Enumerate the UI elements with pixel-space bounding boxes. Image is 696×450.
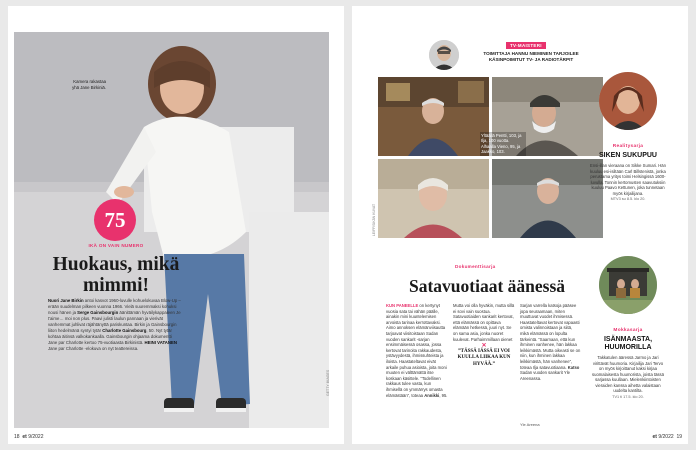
sikke-sumari-thumbnail [599, 72, 657, 130]
photo-jaakko-image [492, 159, 603, 238]
photo-jaakko [492, 159, 603, 238]
bench-thumbnail [599, 256, 657, 314]
photo-vieno-image [378, 159, 489, 238]
column-3-text: Sarjan varrella katsoja pääsee jopa seuraamaan, miten muuttuvat vuodet ihmisessä. Haastateltavat kertovat vapaasti omista valinnoistaan ja siitä, mikä elämässä on lopulta tärkeintä. ”Saarnaan, että kun ihminen vanhenee, hän lakkaa leikkimästä. Mutta oikeasti se on niin, kun ihminen lakkaa leikkimästä, hän vanhenee”, toteaa Ilja satavuotiaana. [520, 303, 581, 370]
sikke-portrait [599, 72, 657, 130]
grid-caption: Yltäällä Pentti, 103, ja Ilja, 100 vuotta. Alhaalla Vieno, 95, ja Jaakko, 103. [480, 132, 526, 156]
jane-birkin-photo [14, 32, 329, 428]
pull-quote-text: ”TÄSSÄ IÄSSÄ EI VOI KUULLA LIIKAA KUN HYVÄÄ.” [457, 349, 511, 367]
column-1-text: on kertynyt vuosia sata tai vähän päälle, ainakin mini kuuntelemisen arvoista tarinaa kerrottavaksi. Aimo annoksen elämänviisautta tarjoavat viisitoistaan Sadan vuoden sankarit -sarjan ensimmäisessä osassa, jossa kertovat tarinoita rakkaudesta, ystävyydestä, ihmissuhteista ja iloista. Haastateltavat eivät arkaile puhua asioista, joita moni muuten ei välttämättä itse koskaan käsittele. ”Todellinen rakkaus tulee vasta, kun ihmisellä on ymmärrys omasta elämästään”, toteaa [386, 303, 447, 398]
article-column-3 [520, 303, 582, 381]
right-page [352, 6, 688, 444]
column-1-bold: Annikki [424, 392, 440, 398]
sidebar-1-body: Ensi-illan vieraana on Sikke Sumari. Hän kuuluu esi-isiltään Carl Billstenistä, jonka perustama yritys toimi Helsingissä 1600-luvulla. Tonnin kertomusten saavutuksiin kuuluu Paavo Kettunen, joka tunnetaan myös kirjailijana. [590, 163, 666, 196]
article-kicker: IKÄ ON VAIN NUMERO [88, 243, 144, 248]
magazine-name: et [22, 434, 27, 440]
article-column-2 [453, 303, 515, 341]
sidebar-comedy [590, 328, 666, 399]
body-bold-2: Serge Gainsbourgin [77, 310, 119, 315]
page-number: 19 [676, 434, 682, 440]
avatar-icon [429, 40, 459, 70]
article-column-1 [386, 303, 448, 398]
bench-photo [599, 256, 657, 314]
body-text-1: antoi kasvot 1960-luvulle kohuelokuvaa Blow-Up – erään suudelman pilkeen vuonna 1966. Vielä suuremmaksi kohuksi nousi hänen ja [48, 298, 181, 315]
column-3-tail: Sadan vuoden sankarit Yle Areenassa. [520, 370, 570, 381]
page-number: 18 [14, 434, 20, 440]
tv-column-subtitle: TOIMITTAJA HANNU NIEMINEN TARJOILEE KÄSINPOIMITUT TV- JA RADIOTÄRPIT [483, 51, 579, 62]
column-2-text: Mutta voi olla hyväkin, mutta sillä ei sovi vain suostua. Satavuotiaiden sankarit kertovat, että elämässä on opittava elämään hetkessä, juuri nyt. Se on sama asia, jonka nuoret kuulevat. Parhaimmillaan pienet [453, 303, 515, 341]
quote-mark-icon: ✕ [481, 343, 487, 349]
sidebar-reality [590, 144, 666, 201]
documentary-headline: Satavuotiaat äänessä [408, 276, 566, 296]
sidebar-2-title: ISÄNMAASTA, HUUMORILLA [603, 336, 653, 351]
sidebar-2-meta: TV1 ti 17.5. klo 20. [612, 394, 644, 399]
photo-credit: GETTY IMAGES [326, 369, 330, 396]
photo-pentti-image [378, 77, 489, 156]
issue: 9/2022 [658, 434, 674, 440]
left-folio [14, 434, 43, 440]
photo-vieno [378, 159, 489, 238]
body-bold-1: Nuori Jane Birkin [48, 298, 84, 303]
author-name: HEINI VATANEN [144, 340, 177, 345]
photo-caption: Kamera rakastaa yhä Jane Birkiniä. [72, 79, 106, 90]
tv-column-tag: TV-MAISTERI [506, 42, 546, 49]
column-lead: KUN PANEELLE [386, 303, 419, 308]
centenarian-photo-grid [378, 77, 603, 238]
sidebar-1-tag: Realitysarja [612, 144, 644, 149]
source-label: Yle Areena [520, 422, 540, 427]
article-headline: Huokaus, mikä mimmi! [52, 254, 180, 296]
sidebar-1-title: SIKEN SUKUPUU [599, 152, 657, 159]
article-body [48, 298, 182, 352]
sidebar-1-meta: MTV3 su 8.5. klo 20. [610, 197, 646, 201]
magazine-name: et [652, 434, 657, 440]
columnist-avatar [429, 40, 459, 70]
sidebar-2-tag: Mokkasarja [613, 328, 643, 333]
column-1-tail: , 95. [439, 392, 448, 398]
column-3-bold: Katso [567, 364, 580, 370]
photo-pentti [378, 77, 489, 156]
left-page [8, 6, 344, 444]
body-tail: Jane par Charlotte -elokuva on nyt teattereissa. [48, 346, 139, 351]
right-folio [653, 434, 682, 440]
body-text-2: äänittämän hyväilykappaleen Je t'aime… moi non plus. Paavi julisti laulun pannaan ja vierivät vanhemmat juhlivat räjähtänyttä pariskuntaa. Birkin ja Gainsbourgin liiton hedelmänä syntyi tytär [48, 310, 181, 333]
grid-credit: LEIFFISIKÄN KUVAT [372, 203, 376, 236]
portrait-illustration [14, 32, 329, 428]
age-badge: 75 [94, 199, 136, 241]
body-bold-3: Charlotte Gainsbourg [102, 328, 147, 333]
documentary-tag: Dokumenttisarja [455, 264, 496, 269]
sidebar-2-body: Takkatulen ääressä Jarmo ja Jari virittävät huumoria. Kirjailija Jari Tervo on myös kirjoittanut kaksi kirjaa suomalaisesta huumorista, joista tässä sarjassa kuullaan. Mielenkiintoisten vieraiden kanssa aihetta valaistaan uudelta kantilta. [592, 355, 664, 393]
issue: 9/2022 [28, 434, 44, 440]
body-text-3: , 50. Nyt tytär kohtaa äitinsä valkokankaalla. Gainsbourgin ohjaama dokumentti Jane par Charlotte kertoo 75-vuotiaasta Birkinistä. [48, 328, 172, 345]
pull-quote [453, 343, 515, 368]
